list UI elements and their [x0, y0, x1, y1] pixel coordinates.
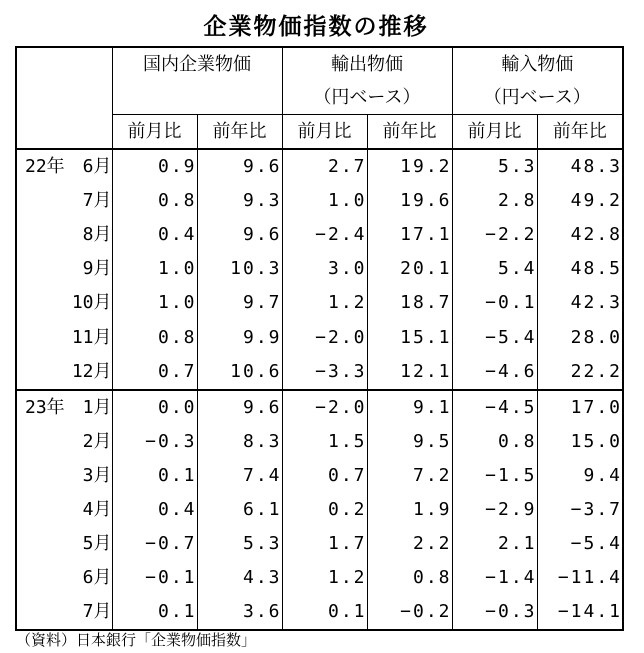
- data-cell: 0.4: [112, 218, 197, 252]
- data-cell: 0.8: [112, 184, 197, 218]
- data-cell: −0.3: [452, 595, 537, 630]
- data-cell: −4.5: [452, 390, 537, 425]
- data-cell: 42.8: [537, 218, 623, 252]
- data-cell: 0.1: [112, 595, 197, 630]
- data-cell: 1.5: [282, 425, 367, 459]
- data-cell: −0.1: [112, 561, 197, 595]
- data-cell: −1.5: [452, 459, 537, 493]
- data-cell: 18.7: [367, 286, 452, 320]
- row-label: 23年 1月: [16, 390, 112, 425]
- table-row: [16, 390, 623, 425]
- data-cell: −5.4: [452, 320, 537, 354]
- data-cell: 19.2: [367, 149, 452, 184]
- column-header: 前年比: [197, 115, 282, 150]
- data-cell: 8.3: [197, 425, 282, 459]
- data-cell: −5.4: [537, 527, 623, 561]
- data-cell: 4.3: [197, 561, 282, 595]
- data-cell: 3.0: [282, 252, 367, 286]
- data-cell: 5.4: [452, 252, 537, 286]
- column-header: 前月比: [452, 115, 537, 150]
- data-cell: 1.0: [112, 252, 197, 286]
- table-row: [16, 286, 623, 320]
- column-header: 前月比: [112, 115, 197, 150]
- row-label: 11月: [16, 320, 112, 354]
- group-header-import: 輸入物価: [452, 47, 623, 81]
- data-cell: 0.8: [367, 561, 452, 595]
- row-label: 6月: [16, 561, 112, 595]
- data-cell: 9.6: [197, 218, 282, 252]
- data-cell: −0.1: [452, 286, 537, 320]
- data-cell: 9.5: [367, 425, 452, 459]
- data-cell: 48.5: [537, 252, 623, 286]
- data-cell: 15.0: [537, 425, 623, 459]
- source-note: （資料）日本銀行「企業物価指数」: [16, 631, 257, 649]
- data-cell: 28.0: [537, 320, 623, 354]
- data-cell: 7.4: [197, 459, 282, 493]
- data-cell: 5.3: [452, 149, 537, 184]
- data-cell: 2.1: [452, 527, 537, 561]
- data-cell: 0.1: [112, 459, 197, 493]
- data-cell: −0.3: [112, 425, 197, 459]
- data-cell: −0.2: [367, 595, 452, 630]
- table-row: [16, 252, 623, 286]
- data-cell: −1.4: [452, 561, 537, 595]
- row-label: 7月: [16, 184, 112, 218]
- column-header: 前月比: [282, 115, 367, 150]
- table-row: [16, 425, 623, 459]
- data-cell: 17.0: [537, 390, 623, 425]
- group-sub-import: （円ベース）: [452, 81, 623, 115]
- data-cell: 0.7: [112, 355, 197, 390]
- data-cell: 2.2: [367, 527, 452, 561]
- data-cell: −2.0: [282, 320, 367, 354]
- data-cell: 6.1: [197, 493, 282, 527]
- data-cell: −14.1: [537, 595, 623, 630]
- table-row: [16, 149, 623, 184]
- data-cell: 9.3: [197, 184, 282, 218]
- data-cell: 9.1: [367, 390, 452, 425]
- data-cell: 7.2: [367, 459, 452, 493]
- data-cell: 1.2: [282, 561, 367, 595]
- group-sub-domestic: [112, 81, 282, 115]
- data-cell: 0.4: [112, 493, 197, 527]
- data-cell: 9.4: [537, 459, 623, 493]
- data-cell: −2.4: [282, 218, 367, 252]
- data-cell: −2.2: [452, 218, 537, 252]
- table-row: [16, 493, 623, 527]
- row-label: 3月: [16, 459, 112, 493]
- data-cell: 0.2: [282, 493, 367, 527]
- data-cell: 15.1: [367, 320, 452, 354]
- data-cell: 1.2: [282, 286, 367, 320]
- data-cell: 49.2: [537, 184, 623, 218]
- table-row: [16, 595, 623, 630]
- corner-cell: [16, 47, 112, 149]
- group-header-export: 輸出物価: [282, 47, 452, 81]
- data-cell: 10.6: [197, 355, 282, 390]
- data-cell: 3.6: [197, 595, 282, 630]
- data-cell: 9.6: [197, 390, 282, 425]
- data-cell: 0.7: [282, 459, 367, 493]
- data-cell: 1.0: [282, 184, 367, 218]
- data-cell: 9.6: [197, 149, 282, 184]
- data-cell: 20.1: [367, 252, 452, 286]
- table-row: [16, 527, 623, 561]
- data-cell: 42.3: [537, 286, 623, 320]
- data-cell: 2.8: [452, 184, 537, 218]
- data-cell: 10.3: [197, 252, 282, 286]
- data-cell: 9.7: [197, 286, 282, 320]
- data-cell: −0.7: [112, 527, 197, 561]
- row-label: 8月: [16, 218, 112, 252]
- data-cell: 5.3: [197, 527, 282, 561]
- table-row: [16, 355, 623, 390]
- data-cell: −2.0: [282, 390, 367, 425]
- group-header-domestic: 国内企業物価: [112, 47, 282, 81]
- row-label: 4月: [16, 493, 112, 527]
- row-label: 12月: [16, 355, 112, 390]
- data-cell: −11.4: [537, 561, 623, 595]
- data-cell: 0.1: [282, 595, 367, 630]
- data-cell: 48.3: [537, 149, 623, 184]
- group-sub-export: （円ベース）: [282, 81, 452, 115]
- data-cell: 2.7: [282, 149, 367, 184]
- row-label: 9月: [16, 252, 112, 286]
- row-label: 7月: [16, 595, 112, 630]
- table-row: [16, 320, 623, 354]
- data-cell: −3.7: [537, 493, 623, 527]
- chart-title: 企業物価指数の推移: [203, 14, 429, 40]
- data-cell: 22.2: [537, 355, 623, 390]
- data-cell: 0.9: [112, 149, 197, 184]
- row-label: 22年 6月: [16, 149, 112, 184]
- price-index-table: [15, 46, 624, 631]
- column-header: 前年比: [537, 115, 623, 150]
- table-row: [16, 218, 623, 252]
- data-cell: −4.6: [452, 355, 537, 390]
- data-cell: 0.8: [452, 425, 537, 459]
- table-row: [16, 561, 623, 595]
- data-cell: 9.9: [197, 320, 282, 354]
- table-row: [16, 459, 623, 493]
- data-cell: 0.0: [112, 390, 197, 425]
- row-label: 5月: [16, 527, 112, 561]
- data-cell: −2.9: [452, 493, 537, 527]
- data-cell: 12.1: [367, 355, 452, 390]
- data-cell: 1.0: [112, 286, 197, 320]
- table-row: [16, 184, 623, 218]
- data-cell: 1.7: [282, 527, 367, 561]
- data-cell: 19.6: [367, 184, 452, 218]
- data-cell: 0.8: [112, 320, 197, 354]
- data-cell: 17.1: [367, 218, 452, 252]
- data-cell: 1.9: [367, 493, 452, 527]
- data-cell: −3.3: [282, 355, 367, 390]
- column-header: 前年比: [367, 115, 452, 150]
- header-group-row: [16, 47, 623, 81]
- row-label: 2月: [16, 425, 112, 459]
- row-label: 10月: [16, 286, 112, 320]
